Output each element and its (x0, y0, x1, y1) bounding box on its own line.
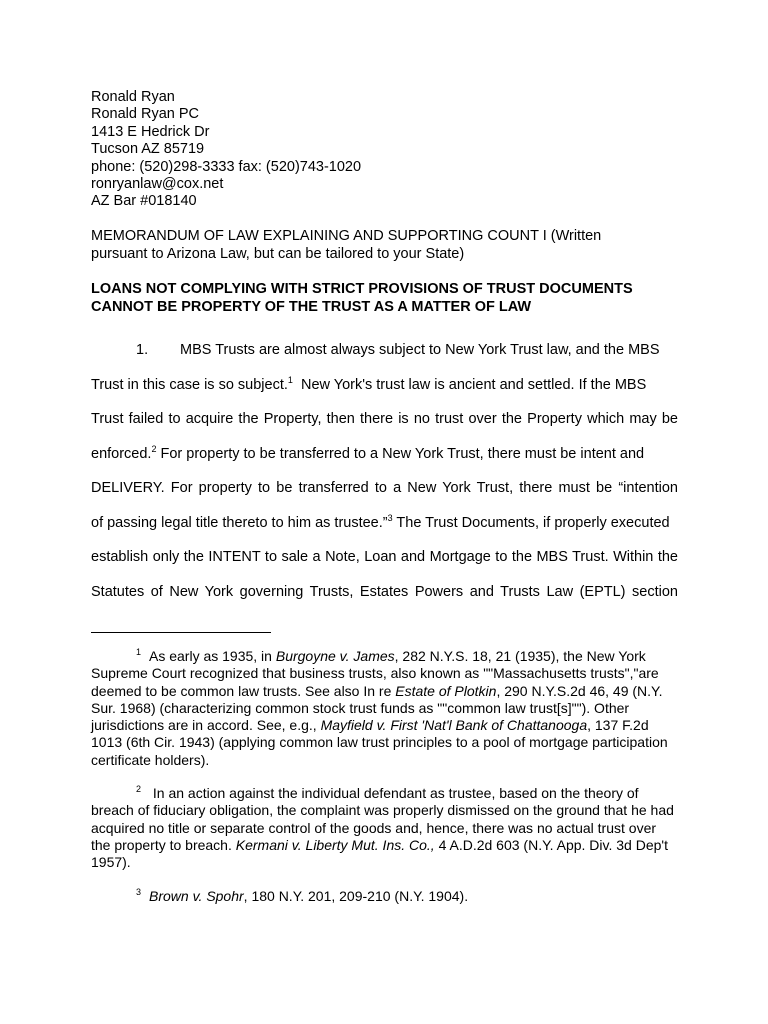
heading-line: LOANS NOT COMPLYING WITH STRICT PROVISIONS OF TRUST DOCUMENTS (91, 281, 633, 297)
city-state-zip: Tucson AZ 85719 (91, 141, 205, 158)
line-text: New York's trust law is ancient and settled. If the MBS (292, 376, 647, 393)
section-heading (91, 281, 691, 316)
footnote-text: , 180 N.Y. 201, 209-210 (N.Y. 1904). (243, 887, 469, 904)
paragraph-line (91, 333, 678, 368)
memo-title-line: MEMORANDUM OF LAW EXPLAINING AND SUPPORTING COUNT I (Written (91, 228, 602, 244)
heading-line: CANNOT BE PROPERTY OF THE TRUST AS A MATTER OF LAW (91, 298, 532, 315)
footnotes (91, 648, 678, 921)
paragraph-line: establish only the INTENT to sale a Note, Loan and Mortgage to the MBS Trust. Within the (91, 549, 678, 565)
street-address: 1413 E Hedrick Dr (91, 123, 210, 140)
line-text: of passing legal title thereto to him as trustee.” (91, 514, 388, 531)
bar-number: AZ Bar #018140 (91, 193, 197, 210)
paragraph-line: DELIVERY. For property to be transferred to a New York Trust, there must be “intention (91, 480, 678, 496)
paragraph-line: Statutes of New York governing Trusts, Estates Powers and Trusts Law (EPTL) section (91, 583, 678, 600)
paragraph-number: 1. (136, 342, 149, 358)
footnote-text: , 282 N.Y.S. 18, 21 (1935), the New York Supreme Court recognized that business trusts, also known as ""Massachusetts trusts","are deemed to be common law trusts. See also In re (91, 648, 659, 699)
line-text: MBS Trusts are almost always subject to New York Trust law, and the MBS (180, 342, 660, 358)
case-name: Estate of Plotkin (395, 682, 497, 699)
case-name: Kermani v. Liberty Mut. Ins. Co., (235, 836, 435, 853)
firm-name: Ronald Ryan PC (91, 106, 199, 123)
case-name: Brown v. Spohr (149, 887, 244, 904)
footnote-ref[interactable]: 3 (387, 512, 393, 523)
footnote-2: 2 In an action against the individual defendant as trustee, based on the theory of breach of fiduciary obligation, the complaint was properly dismissed on the ground that he had acquired no title or separate control of the goods and, hence, there was no actual trust over the property to breach. Kermani v. Liberty Mut. Ins. Co., 4 A.D.2d 603 (N.Y. App. Div. 3d Dep't 1957). (91, 784, 674, 871)
footnote-1: 1 As early as 1935, in Burgoyne v. James, 282 N.Y.S. 18, 21 (1935), the New York Supreme Court recognized that business trusts, also known as ""Massachusetts trusts","are deemed to be common law trusts. See also In re Estate of Plotkin, 290 N.Y.S.2d 46, 49 (N.Y. Sur. 1968) (characterizing common stock trust funds as ""common law trust[s]""). Other jurisdictions are in accord. See, e.g., Mayfield v. First 'Nat'l Bank of Chattanooga, 137 F.2d 1013 (6th Cir. 1943) (applying common law trust principles to a pool of mortgage participation certificate holders). (91, 647, 668, 768)
footnote-ref[interactable]: 2 (151, 443, 157, 454)
paragraph-line (91, 506, 678, 541)
memo-title (91, 228, 691, 263)
footnote-text: In an action against the individual defendant as trustee, based on the theory of breach of fiduciary obligation, the complaint was properly dismissed on the ground that he had acquired no title or separate control of the goods and, hence, there was no actual trust over the property to breach. (91, 785, 674, 853)
memo-title-line: pursuant to Arizona Law, but can be tailored to your State) (91, 245, 465, 262)
footnote-ref[interactable]: 1 (287, 374, 293, 385)
email-address: ronryanlaw@cox.net (91, 176, 224, 193)
paragraph-line (91, 368, 678, 403)
footnote-3: 3 Brown v. Spohr, 180 N.Y. 201, 209-210 (N.Y. 1904). (136, 886, 469, 904)
paragraph-line (91, 437, 678, 472)
footnote-text: , 290 N.Y.S.2d 46, 49 (N.Y. Sur. 1968) (characterizing common stock trust funds as ""common law trust[s]""). Other jurisdictions are in accord. See, e.g., (91, 682, 663, 734)
footnote-separator (91, 632, 271, 633)
line-text: Trust in this case is so subject. (91, 376, 288, 393)
paragraph-line: Trust failed to acquire the Property, then there is no trust over the Property which may be (91, 411, 678, 427)
line-text: For property to be transferred to a New York Trust, there must be intent and (156, 445, 645, 462)
footnote-text: As early as 1935, in (149, 648, 276, 664)
footnote-text: , 137 F.2d 1013 (6th Cir. 1943) (applying common law trust principles to a pool of mortgage participation certificate holders). (91, 717, 668, 768)
case-name: Mayfield v. First 'Nat'l Bank of Chattanooga (320, 717, 588, 734)
body-paragraph-1 (91, 333, 678, 609)
attorney-header (91, 89, 361, 211)
attorney-name: Ronald Ryan (91, 89, 175, 105)
phone-fax: phone: (520)298-3333 fax: (520)743-1020 (91, 158, 362, 175)
case-name: Burgoyne v. James (275, 648, 395, 664)
line-text: The Trust Documents, if properly executed (392, 514, 670, 531)
line-text: enforced. (91, 445, 152, 462)
footnote-text: 4 A.D.2d 603 (N.Y. App. Div. 3d Dep't 1957). (91, 836, 668, 871)
